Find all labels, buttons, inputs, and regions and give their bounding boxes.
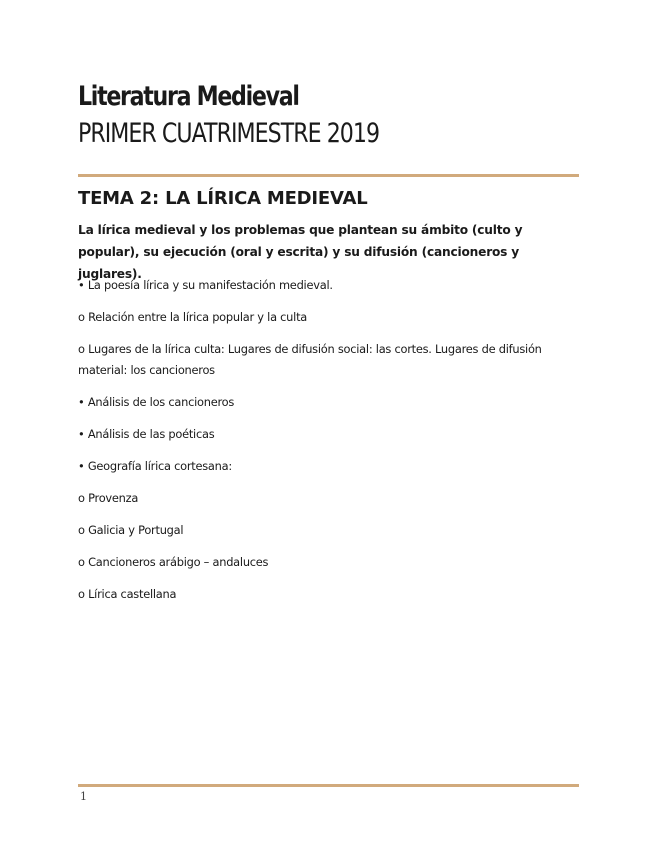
footer-divider	[78, 784, 579, 787]
list-item: • Análisis de los cancioneros	[78, 395, 235, 409]
list-item: • La poesía lírica y su manifestación medieval.	[78, 278, 333, 292]
section-intro: La lírica medieval y los problemas que plantean su ámbito (culto y popular), su ejecución (oral y escrita) y su difusión (cancioneros y juglares).	[78, 223, 523, 281]
list-item: • Geografía lírica cortesana:	[78, 459, 232, 473]
section-heading: TEMA 2: LA LÍRICA MEDIEVAL	[78, 188, 368, 209]
list-item: • Análisis de las poéticas	[78, 427, 215, 441]
header-divider	[78, 174, 579, 177]
document-title: Literatura Medieval	[78, 81, 299, 112]
document-subtitle: PRIMER CUATRIMESTRE 2019	[78, 118, 380, 149]
list-item: o Provenza	[78, 491, 139, 505]
list-item: o Galicia y Portugal	[78, 523, 184, 537]
list-item: o Lírica castellana	[78, 587, 177, 601]
list-item: o Relación entre la lírica popular y la culta	[78, 310, 308, 324]
list-item: o Lugares de la lírica culta: Lugares de difusión social: las cortes. Lugares de difusión material: los cancioneros	[78, 342, 542, 377]
list-item: o Cancioneros arábigo – andaluces	[78, 555, 269, 569]
page-number: 1	[80, 790, 87, 803]
